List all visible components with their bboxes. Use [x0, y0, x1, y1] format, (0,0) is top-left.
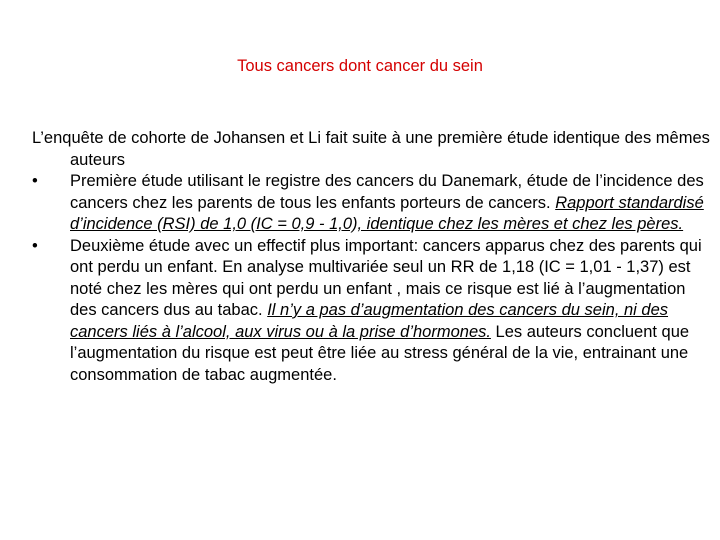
bullet-dot-icon: •: [32, 236, 38, 255]
bullet-dot-icon: •: [32, 172, 38, 190]
intro-paragraph: L’enquête de cohorte de Johansen et Li fait suite à une première étude identique des mêmes auteurs: [32, 129, 710, 169]
slide-title: Tous cancers dont cancer du sein: [237, 57, 483, 75]
bullet-1-text: Première étude utilisant le registre des cancers du Danemark, étude de l’incidence des cancers chez les parents de tous les enfants porteurs de cancers.: [70, 172, 704, 212]
bullet-item-2: [32, 236, 712, 387]
bullet-item-1: [32, 171, 712, 236]
bullet-2-tail-text: Les auteurs concluent que l’augmentation du risque est peut être liée au stress général de la vie, entrainant une consommation de tabac augmentée.: [70, 322, 690, 384]
bullet-2-text: Deuxième étude avec un effectif plus important: cancers apparus chez des parents qui ont perdu un enfant. En analyse multivariée seul un RR de 1,18 (IC = 1,01 - 1,37) est noté chez les mères qui ont perdu un enfant , mais ce risque est lié à l’augmentation des cancers dus au tabac.: [70, 236, 702, 319]
bullet-2-underlined-text: Il n’y a pas d’augmentation des cancers du sein, ni des cancers liés à l’alcool, aux virus ou à la prise d’hormones.: [70, 301, 669, 341]
bullet-1-underlined-text: Rapport standardisé d’incidence (RSI) de 1,0 (IC = 0,9 - 1,0), identique chez les mères et chez les pères.: [70, 193, 704, 233]
slide-body: [32, 128, 712, 386]
